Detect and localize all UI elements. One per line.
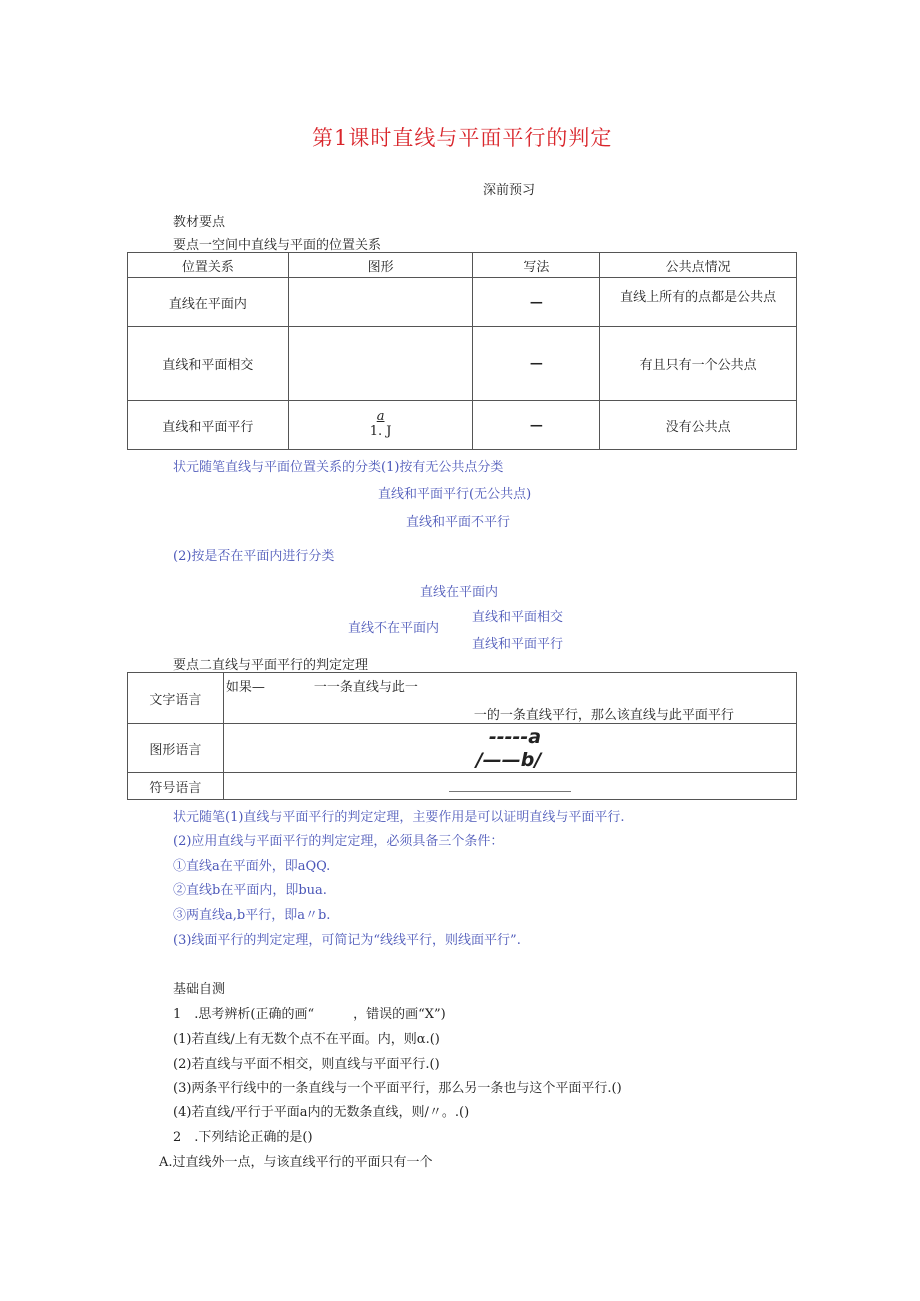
note2-line: ①直线a在平面外，即aQQ. [173, 859, 331, 874]
point2-heading: 要点二直线与平面平行的判定定理 [173, 658, 369, 673]
figure-label-j: 1. J [369, 424, 392, 439]
common-point-cell: 没有公共点 [600, 401, 797, 450]
note1-line: 直线和平面平行 [472, 637, 564, 652]
symbol-language-cell [223, 773, 796, 800]
note1-line: 直线在平面内 [420, 585, 499, 600]
self-test-heading: 基础自测 [173, 982, 226, 997]
figure-line-a: -----a [488, 726, 542, 748]
note2-line: ③两直线a,b平行，即a〃b. [173, 908, 331, 923]
page-title: 第1课时直线与平面平行的判定 [312, 126, 613, 150]
figure-label-a: a [376, 409, 385, 424]
header-cell: 图形 [288, 253, 473, 278]
note1-line: (2)按是否在平面内进行分类 [173, 549, 335, 564]
note2-line: (3)线面平行的判定定理，可简记为“线线平行，则线面平行”. [173, 933, 521, 948]
note1-line: 直线不在平面内 [348, 621, 440, 636]
figure-cell [288, 401, 473, 450]
question-line: 1 .思考辨析(正确的画“ ，错误的画“X”) [173, 1007, 446, 1022]
notation-cell: — [473, 327, 600, 401]
section-label: 深前预习 [483, 183, 536, 198]
relation-cell: 直线和平面平行 [128, 401, 289, 450]
row-label: 文字语言 [128, 673, 224, 724]
question-option: A.过直线外一点，与该直线平行的平面只有一个 [159, 1155, 433, 1170]
table-row [128, 327, 797, 401]
question-line: (1)若直线/上有无数个点不在平面。内，则α.() [173, 1032, 440, 1047]
heading-textbook-points: 教材要点 [173, 215, 226, 230]
note1-line: 直线和平面相交 [472, 610, 564, 625]
text-fragment: 一的一条直线平行，那么该直线与此平面平行 [473, 708, 734, 723]
figure-language-cell [223, 724, 796, 773]
common-point-cell: 有且只有一个公共点 [600, 327, 797, 401]
notation-cell: — [473, 278, 600, 327]
question-line: (3)两条平行线中的一条直线与一个平面平行，那么另一条也与这个平面平行.() [173, 1081, 622, 1096]
table-row [128, 773, 797, 800]
text-fragment: 一一条直线与此一 [313, 680, 418, 695]
theorem-table [127, 672, 797, 800]
table-row [128, 278, 797, 327]
figure-cell [288, 327, 473, 401]
row-label: 图形语言 [128, 724, 224, 773]
note2-line: ②直线b在平面内，即bua. [173, 883, 327, 898]
question-line: (4)若直线/平行于平面a内的无数条直线，则/〃。.() [173, 1105, 470, 1120]
point1-heading: 要点一空间中直线与平面的位置关系 [173, 238, 382, 253]
figure-cell [288, 278, 473, 327]
header-cell: 公共点情况 [600, 253, 797, 278]
blank-underline [449, 785, 571, 792]
note2-line: (2)应用直线与平面平行的判定定理，必须具备三个条件： [173, 834, 504, 849]
table-row [128, 673, 797, 724]
question-line: (2)若直线与平面不相交，则直线与平面平行.() [173, 1057, 440, 1072]
figure-line-b: /——b/ [475, 749, 542, 771]
position-relation-table [127, 252, 797, 450]
relation-cell: 直线在平面内 [128, 278, 289, 327]
note1-line: 直线和平面平行(无公共点) [378, 487, 532, 502]
text-fragment: 如果— [225, 680, 265, 695]
common-point-cell: 直线上所有的点都是公共点 [600, 278, 797, 327]
table-row [128, 724, 797, 773]
header-cell: 写法 [473, 253, 600, 278]
relation-cell: 直线和平面相交 [128, 327, 289, 401]
text-language-cell [223, 673, 796, 724]
notation-cell: — [473, 401, 600, 450]
note2-line: 状元随笔(1)直线与平面平行的判定定理，主要作用是可以证明直线与平面平行. [173, 810, 625, 825]
note1-line: 直线和平面不平行 [406, 515, 511, 530]
question-line: 2 .下列结论正确的是() [173, 1130, 313, 1145]
header-cell: 位置关系 [128, 253, 289, 278]
table-header-row [128, 253, 797, 278]
table-row [128, 401, 797, 450]
row-label: 符号语言 [128, 773, 224, 800]
note1-line: 状元随笔直线与平面位置关系的分类(1)按有无公共点分类 [173, 460, 504, 475]
